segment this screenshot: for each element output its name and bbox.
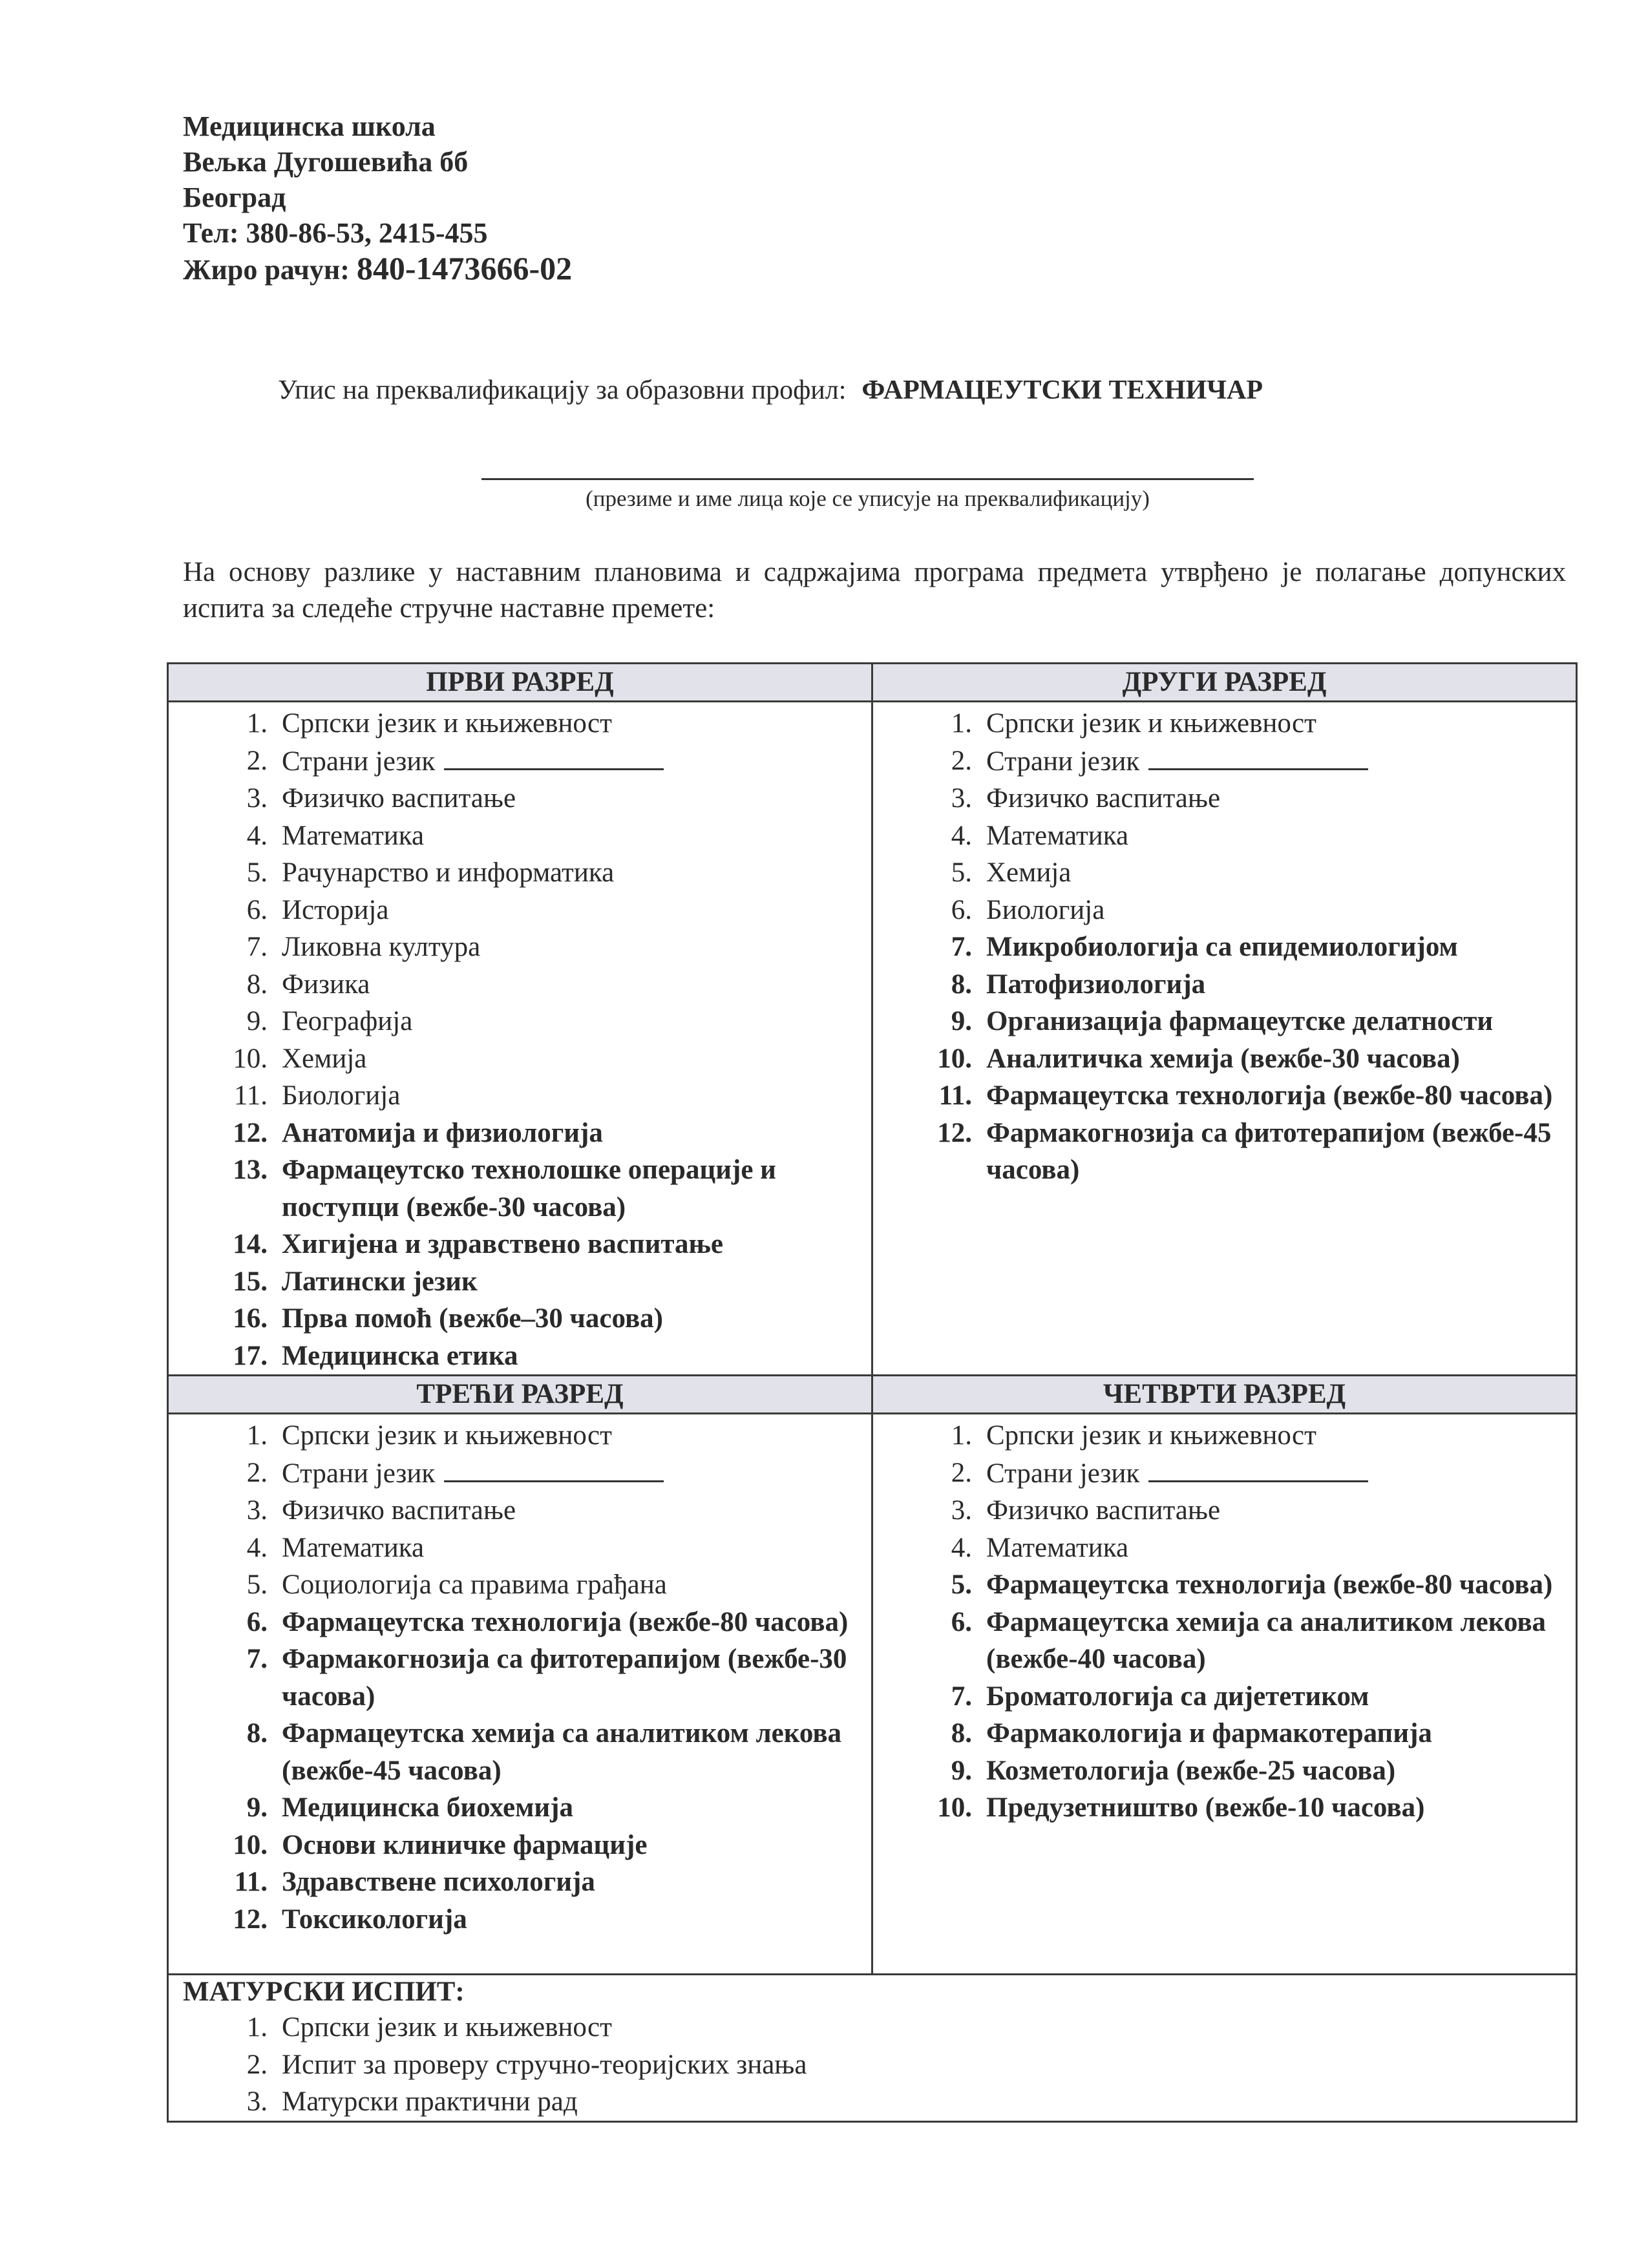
exam-table	[167, 662, 1578, 2123]
subject-item	[169, 1115, 858, 1152]
subject-number: 7.	[951, 1681, 972, 1712]
grade-fourth-list	[873, 1414, 1576, 1827]
subject-label: Страни језик	[282, 1458, 436, 1489]
subject-number: 9.	[951, 1755, 972, 1786]
subject-label: Физичко васпитање	[986, 1495, 1221, 1526]
subject-name	[282, 1263, 858, 1301]
subject-name	[282, 1789, 858, 1827]
subject-number: 6.	[246, 1606, 268, 1637]
subject-number: 3.	[951, 783, 972, 814]
grade-fourth-title: ЧЕТВРТИ РАЗРЕД	[872, 1376, 1577, 1414]
subject-label: Здравствене психологија	[282, 1867, 595, 1897]
subject-item	[873, 1789, 1563, 1827]
subject-name	[282, 1901, 858, 1938]
subject-item	[873, 966, 1563, 1003]
subject-label: Хигијена и здравствено васпитање	[282, 1229, 723, 1259]
subject-name	[986, 1040, 1563, 1078]
subject-number: 2.	[951, 745, 972, 776]
subject-label: Матурски практични рад	[282, 2086, 578, 2117]
subject-item	[873, 1604, 1563, 1678]
subject-number: 3.	[246, 2086, 268, 2117]
subject-item	[873, 854, 1563, 892]
subject-name	[986, 1529, 1563, 1567]
name-signature-line	[481, 478, 1254, 480]
subject-name	[282, 1226, 858, 1263]
grade-second-list	[873, 702, 1576, 1189]
subject-item	[873, 1715, 1563, 1752]
subject-number: 12.	[233, 1117, 268, 1148]
subject-number: 10.	[233, 1043, 268, 1074]
subject-number: 16.	[233, 1303, 268, 1334]
subject-label: Страни језик	[986, 746, 1140, 777]
subject-name	[282, 1566, 858, 1604]
subject-name	[986, 705, 1563, 742]
subject-name	[282, 1492, 858, 1529]
subject-name	[986, 1492, 1563, 1529]
subject-number: 10.	[937, 1043, 972, 1074]
subject-label: Историја	[282, 894, 389, 925]
subject-item	[873, 1678, 1563, 1716]
subject-label: Фармакологија и фармакотерапија	[986, 1718, 1432, 1748]
school-city: Београд	[183, 182, 286, 213]
subject-item	[169, 1417, 858, 1454]
subject-label: Математика	[282, 1532, 425, 1563]
subject-item	[169, 817, 858, 855]
subject-name	[282, 1454, 858, 1493]
subject-number: 8.	[951, 969, 972, 1000]
subject-label: Српски језик и књижевност	[282, 708, 612, 739]
subject-label: Токсикологија	[282, 1904, 467, 1935]
subject-item	[169, 705, 858, 742]
subject-label: Страни језик	[986, 1458, 1140, 1489]
subject-item	[873, 742, 1563, 781]
grade-third-cell	[168, 1414, 872, 1975]
subject-number: 15.	[233, 1266, 268, 1297]
subject-name	[282, 742, 858, 781]
subject-label: Основи клиничке фармације	[282, 1829, 648, 1860]
subject-item	[169, 1864, 858, 1901]
subject-name	[986, 1115, 1563, 1189]
subject-item	[169, 780, 858, 817]
subject-item	[873, 1115, 1563, 1189]
subject-label: Хемија	[986, 857, 1072, 888]
subject-item	[169, 1300, 858, 1338]
subject-item	[169, 966, 858, 1003]
grade-third-list	[169, 1414, 871, 1938]
subject-item	[873, 705, 1563, 742]
subject-item	[169, 929, 858, 966]
subject-label: Физичко васпитање	[986, 783, 1221, 814]
subject-label: Фармакогнозија са фитотерапијом (вежбе-45 часова)	[986, 1117, 1552, 1185]
subject-label: Ликовна култура	[282, 932, 481, 962]
school-header	[183, 109, 572, 288]
subject-item	[169, 892, 858, 929]
subject-name	[282, 1417, 858, 1454]
subject-number: 9.	[951, 1006, 972, 1036]
grade-third-title: ТРЕЋИ РАЗРЕД	[168, 1376, 872, 1414]
subject-item	[873, 1529, 1563, 1567]
subject-name	[282, 1077, 858, 1115]
fill-in-blank	[1148, 742, 1368, 770]
subject-number: 12.	[937, 1117, 972, 1148]
subject-item	[873, 1752, 1563, 1790]
subject-label: Фармацеутска технологија (вежбе-80 часова)	[986, 1080, 1553, 1111]
subject-item	[169, 1003, 858, 1040]
subject-label: Фармацеутска хемија са аналитиком лекова (вежбе-40 часова)	[986, 1606, 1547, 1674]
subject-name	[986, 1077, 1563, 1115]
subject-number: 9.	[246, 1006, 268, 1036]
subject-item	[169, 1077, 858, 1115]
subject-number: 10.	[233, 1829, 268, 1860]
subject-name	[986, 1752, 1563, 1790]
subject-label: Социологија са правима грађана	[282, 1570, 667, 1600]
subject-item	[873, 1492, 1563, 1529]
subject-item	[169, 1338, 858, 1375]
subject-label: Фармацеутска технологија (вежбе-80 часова)	[282, 1606, 849, 1637]
subject-name	[282, 1040, 858, 1078]
subject-name	[282, 1604, 858, 1641]
subject-label: Предузетништво (вежбе-10 часова)	[986, 1792, 1425, 1823]
subject-number: 7.	[246, 932, 268, 962]
subject-name	[282, 705, 858, 742]
subject-item	[169, 1529, 858, 1567]
subject-label: Броматологија са дијететиком	[986, 1681, 1369, 1712]
fill-in-blank	[1148, 1454, 1368, 1482]
subject-label: Математика	[986, 1532, 1129, 1563]
subject-name	[282, 1864, 858, 1901]
subject-label: Математика	[986, 820, 1129, 851]
subject-number: 6.	[951, 1606, 972, 1637]
subject-item	[169, 1226, 858, 1263]
subject-label: Српски језик и књижевност	[282, 2012, 612, 2042]
subject-name	[282, 817, 858, 855]
enrollment-line	[278, 375, 1263, 406]
subject-name	[282, 1003, 858, 1040]
subject-item	[873, 817, 1563, 855]
subject-number: 6.	[951, 894, 972, 925]
subject-item	[873, 780, 1563, 817]
subject-label: Српски језик и књижевност	[282, 1420, 612, 1451]
subject-number: 8.	[246, 1718, 268, 1748]
subject-label: Фармацеутска технологија (вежбе-80 часова)	[986, 1570, 1553, 1600]
fill-in-blank	[444, 1454, 664, 1482]
subject-name	[986, 1789, 1563, 1827]
subject-item	[169, 1566, 858, 1604]
subject-name	[986, 1566, 1563, 1604]
subject-item	[169, 1454, 858, 1493]
subject-item	[169, 742, 858, 781]
subject-name	[282, 966, 858, 1003]
subject-number: 4.	[951, 1532, 972, 1563]
enrollment-profile: ФАРМАЦЕУТСКИ ТЕХНИЧАР	[861, 375, 1263, 405]
subject-name	[282, 1641, 858, 1715]
subject-number: 17.	[233, 1340, 268, 1371]
subject-number: 12.	[233, 1904, 268, 1935]
school-name: Медицинска школа	[183, 110, 436, 142]
grade-second-title: ДРУГИ РАЗРЕД	[872, 664, 1577, 702]
subject-number: 1.	[951, 1420, 972, 1451]
subject-name	[986, 1678, 1563, 1716]
subject-label: Математика	[282, 820, 425, 851]
subject-number: 10.	[937, 1792, 972, 1823]
matura-cell	[168, 1975, 1577, 2122]
subject-label: Биологија	[282, 1080, 401, 1111]
subject-number: 8.	[951, 1718, 972, 1748]
subject-number: 5.	[951, 857, 972, 888]
matura-title: МАТУРСКИ ИСПИТ:	[183, 1977, 465, 2007]
subject-item	[873, 929, 1563, 966]
fill-in-blank	[444, 742, 664, 770]
subject-number: 3.	[951, 1495, 972, 1526]
subject-number: 1.	[951, 708, 972, 739]
subject-number: 11.	[938, 1080, 972, 1111]
subject-item	[169, 2083, 1563, 2121]
subject-item	[873, 1454, 1563, 1493]
subject-number: 1.	[246, 708, 268, 739]
subject-label: Физика	[282, 969, 370, 1000]
grade-first-list	[169, 702, 871, 1374]
subject-item	[169, 2046, 1563, 2084]
account-number: 840-1473666-02	[356, 250, 573, 286]
subject-name	[986, 1454, 1563, 1493]
subject-name	[282, 780, 858, 817]
intro-paragraph: На основу разлике у наставним плановима и садржајима програма предмета утврђено је полагање допунских испита за следеће стручне наставне премете:	[183, 557, 1566, 624]
subject-number: 5.	[951, 1570, 972, 1600]
subject-label: Организација фармацеутске делатности	[986, 1006, 1494, 1036]
matura-list	[169, 2009, 1576, 2121]
subject-label: Рачунарство и информатика	[282, 857, 615, 888]
subject-item	[169, 1263, 858, 1301]
account-label: Жиро рачун:	[183, 254, 350, 286]
school-account	[183, 251, 572, 288]
subject-number: 2.	[951, 1457, 972, 1488]
subject-item	[169, 1715, 858, 1789]
subject-number: 1.	[246, 2012, 268, 2042]
subject-label: Страни језик	[282, 746, 436, 777]
subject-number: 2.	[246, 745, 268, 776]
subject-number: 3.	[246, 783, 268, 814]
subject-name	[986, 892, 1563, 929]
subject-number: 8.	[246, 969, 268, 1000]
subject-number: 9.	[246, 1792, 268, 1823]
subject-item	[169, 1901, 858, 1938]
subject-label: Анатомија и физиологија	[282, 1117, 603, 1148]
subject-name	[282, 892, 858, 929]
subject-item	[873, 1003, 1563, 1040]
subject-number: 13.	[233, 1155, 268, 1185]
subject-label: Микробиологија са епидемиологијом	[986, 932, 1458, 962]
subject-number: 4.	[951, 820, 972, 851]
subject-name	[986, 1715, 1563, 1752]
subject-label: Српски језик и књижевност	[986, 708, 1316, 739]
subject-number: 4.	[246, 820, 268, 851]
subject-item	[169, 1604, 858, 1641]
subject-label: Фармацеутско технолошке операције и поступци (вежбе-30 часова)	[282, 1155, 776, 1223]
subject-item	[169, 2009, 1563, 2046]
subject-number: 5.	[246, 1570, 268, 1600]
subject-label: Латински језик	[282, 1266, 478, 1297]
subject-item	[169, 1789, 858, 1827]
subject-number: 11.	[234, 1867, 268, 1897]
subject-number: 1.	[246, 1420, 268, 1451]
subject-name	[282, 1715, 858, 1789]
school-phone: Тел: 380-86-53, 2415-455	[183, 217, 488, 249]
subject-name	[282, 1338, 858, 1375]
subject-label: Физичко васпитање	[282, 783, 516, 814]
enrollment-text: Упис на преквалификацију за образовни профил:	[278, 375, 847, 405]
subject-name	[282, 929, 858, 966]
subject-name	[986, 780, 1563, 817]
subject-number: 5.	[246, 857, 268, 888]
subject-number: 11.	[233, 1080, 268, 1111]
subject-label: Биологија	[986, 894, 1105, 925]
subject-name	[986, 929, 1563, 966]
subject-number: 2.	[246, 1457, 268, 1488]
subject-name	[986, 742, 1563, 781]
subject-name	[282, 1827, 858, 1864]
subject-name	[986, 966, 1563, 1003]
subject-item	[169, 1040, 858, 1078]
subject-label: Козметологија (вежбе-25 часова)	[986, 1755, 1396, 1786]
subject-number: 14.	[233, 1229, 268, 1259]
name-caption: (презиме и име лица које се уписује на преквалификацију)	[586, 486, 1150, 511]
subject-item	[169, 1641, 858, 1715]
subject-name	[282, 2046, 1563, 2084]
subject-label: Патофизиологија	[986, 969, 1206, 1000]
grade-first-cell	[168, 702, 872, 1376]
subject-label: Физичко васпитање	[282, 1495, 516, 1526]
subject-item	[169, 1492, 858, 1529]
subject-item	[873, 1566, 1563, 1604]
subject-name	[282, 2083, 1563, 2121]
school-address: Вељка Дугошевића бб	[183, 146, 469, 178]
subject-name	[282, 2009, 1563, 2046]
subject-label: Медицинска биохемија	[282, 1792, 573, 1823]
subject-label: Српски језик и књижевност	[986, 1420, 1316, 1451]
subject-name	[282, 1300, 858, 1338]
subject-name	[986, 817, 1563, 855]
subject-item	[873, 892, 1563, 929]
subject-item	[873, 1417, 1563, 1454]
subject-name	[282, 1151, 858, 1226]
subject-label: Аналитичка хемија (вежбе-30 часова)	[986, 1043, 1460, 1074]
subject-name	[282, 1115, 858, 1152]
subject-label: Хемија	[282, 1043, 367, 1074]
grade-fourth-cell	[872, 1414, 1577, 1975]
subject-item	[169, 1827, 858, 1864]
subject-label: Географија	[282, 1006, 413, 1036]
subject-item	[873, 1077, 1563, 1115]
subject-item	[169, 854, 858, 892]
grade-first-title: ПРВИ РАЗРЕД	[168, 664, 872, 702]
subject-name	[282, 854, 858, 892]
subject-number: 7.	[951, 932, 972, 962]
subject-item	[873, 1040, 1563, 1078]
subject-label: Фармакогнозија са фитотерапијом (вежбе-30 часова)	[282, 1644, 847, 1712]
grade-second-cell	[872, 702, 1577, 1376]
subject-label: Фармацеутска хемија са аналитиком лекова (вежбе-45 часова)	[282, 1718, 842, 1786]
subject-name	[986, 1003, 1563, 1040]
subject-item	[169, 1151, 858, 1226]
subject-number: 4.	[246, 1532, 268, 1563]
subject-label: Медицинска етика	[282, 1340, 518, 1371]
subject-name	[986, 854, 1563, 892]
subject-name	[986, 1417, 1563, 1454]
subject-number: 7.	[246, 1644, 268, 1674]
subject-name	[282, 1529, 858, 1567]
subject-name	[986, 1604, 1563, 1678]
subject-number: 3.	[246, 1495, 268, 1526]
subject-label: Прва помоћ (вежбе–30 часова)	[282, 1303, 663, 1334]
subject-number: 6.	[246, 894, 268, 925]
subject-number: 2.	[246, 2049, 268, 2080]
subject-label: Испит за проверу стручно-теоријских знања	[282, 2049, 807, 2080]
